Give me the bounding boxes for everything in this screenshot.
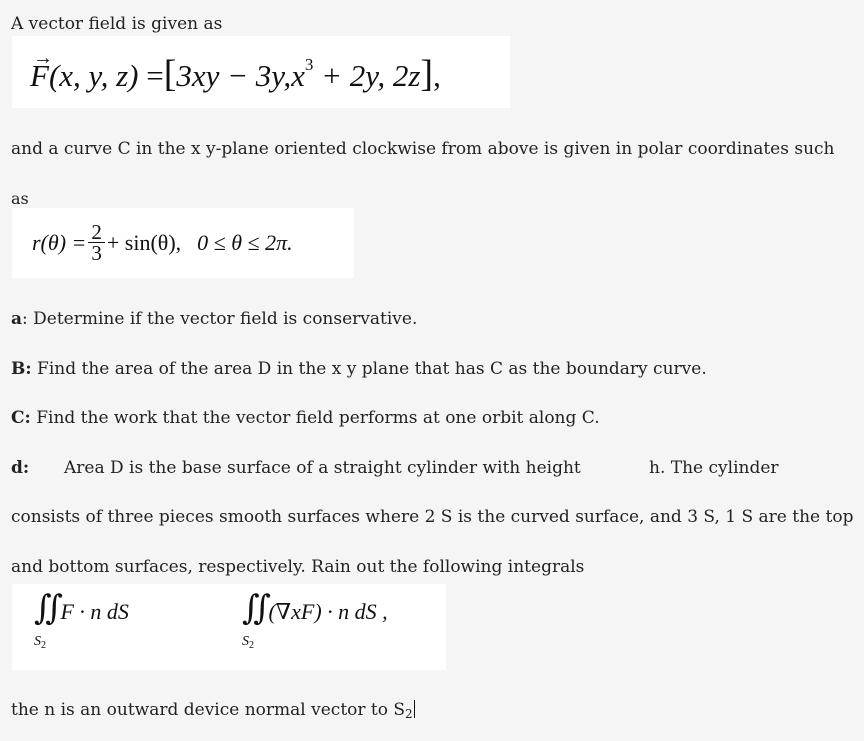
integrals-block (12, 584, 446, 670)
polar-range: 0 ≤ θ ≤ 2π. (197, 229, 293, 255)
polar-equation (12, 208, 354, 278)
integral-curl (242, 588, 388, 628)
part-d-label: d: (11, 458, 30, 478)
part-d-line3: and bottom surfaces, respectively. Rain out the following integrals (11, 557, 585, 577)
field-component2-rest: + 2y, 2z (321, 58, 421, 93)
integral-curl-domain: $S_2$ (242, 634, 254, 651)
part-d-line2: consists of three pieces smooth surfaces where 2 S is the curved surface, and 3 S, 1 S are the top (11, 507, 854, 527)
polar-frac-num: 2 (88, 222, 105, 243)
polar-frac-den: 3 (91, 241, 102, 265)
integral-flux-domain: $S_2$ (34, 634, 46, 651)
part-b (11, 358, 707, 380)
polar-rhs: + sin(θ), (106, 229, 182, 255)
field-component1: 3xy − 3y, (176, 58, 292, 93)
as-text: as (11, 189, 29, 208)
text-cursor (414, 700, 415, 718)
curve-text: and a curve C in the x y-plane oriented clockwise from above is given in polar coordinates such (11, 139, 835, 159)
polar-lhs: r(θ) = (32, 229, 87, 255)
field-trail: , (433, 58, 441, 93)
footer-text (11, 699, 415, 725)
part-c (11, 407, 600, 429)
part-b-text: Find the area of the area D in the x y plane that has C as the boundary curve. (31, 359, 707, 379)
part-d-text2: h. The cylinder (649, 458, 779, 478)
vector-field-equation: → F(x, y, $z) =[3xy - 3y,x^3 + 2y$, 2z], (12, 36, 510, 108)
integrand-curl: (∇xF) · n dS , (268, 599, 388, 624)
field-component2-exp: 3 (304, 55, 314, 74)
field-symbol: → F (30, 56, 49, 96)
part-d-line1 (11, 457, 779, 479)
integral-flux (34, 588, 129, 628)
part-a-text: : Determine if the vector field is conservative. (22, 309, 418, 329)
intro-text: A vector field is given as (11, 14, 223, 34)
part-a-label: a (11, 309, 23, 329)
footer-subscript: 2 (405, 707, 413, 721)
part-a (11, 308, 417, 330)
part-c-text: Find the work that the vector field performs at one orbit along C. (30, 408, 600, 428)
footer-sentence: the n is an outward device normal vector to S (11, 700, 406, 720)
double-integral-sign: ∬ (34, 590, 55, 627)
field-equals: = (146, 58, 164, 93)
part-d-text1: Area D is the base surface of a straight cylinder with height (64, 458, 581, 478)
part-b-label: B: (11, 359, 32, 379)
part-c-label: C: (11, 408, 31, 428)
polar-fraction (88, 222, 105, 263)
integrand-flux: F · n dS (60, 599, 129, 624)
field-args: (x, y, z) (48, 58, 139, 93)
double-integral-sign: ∬ (242, 590, 263, 627)
field-component2-base: x (291, 58, 305, 93)
